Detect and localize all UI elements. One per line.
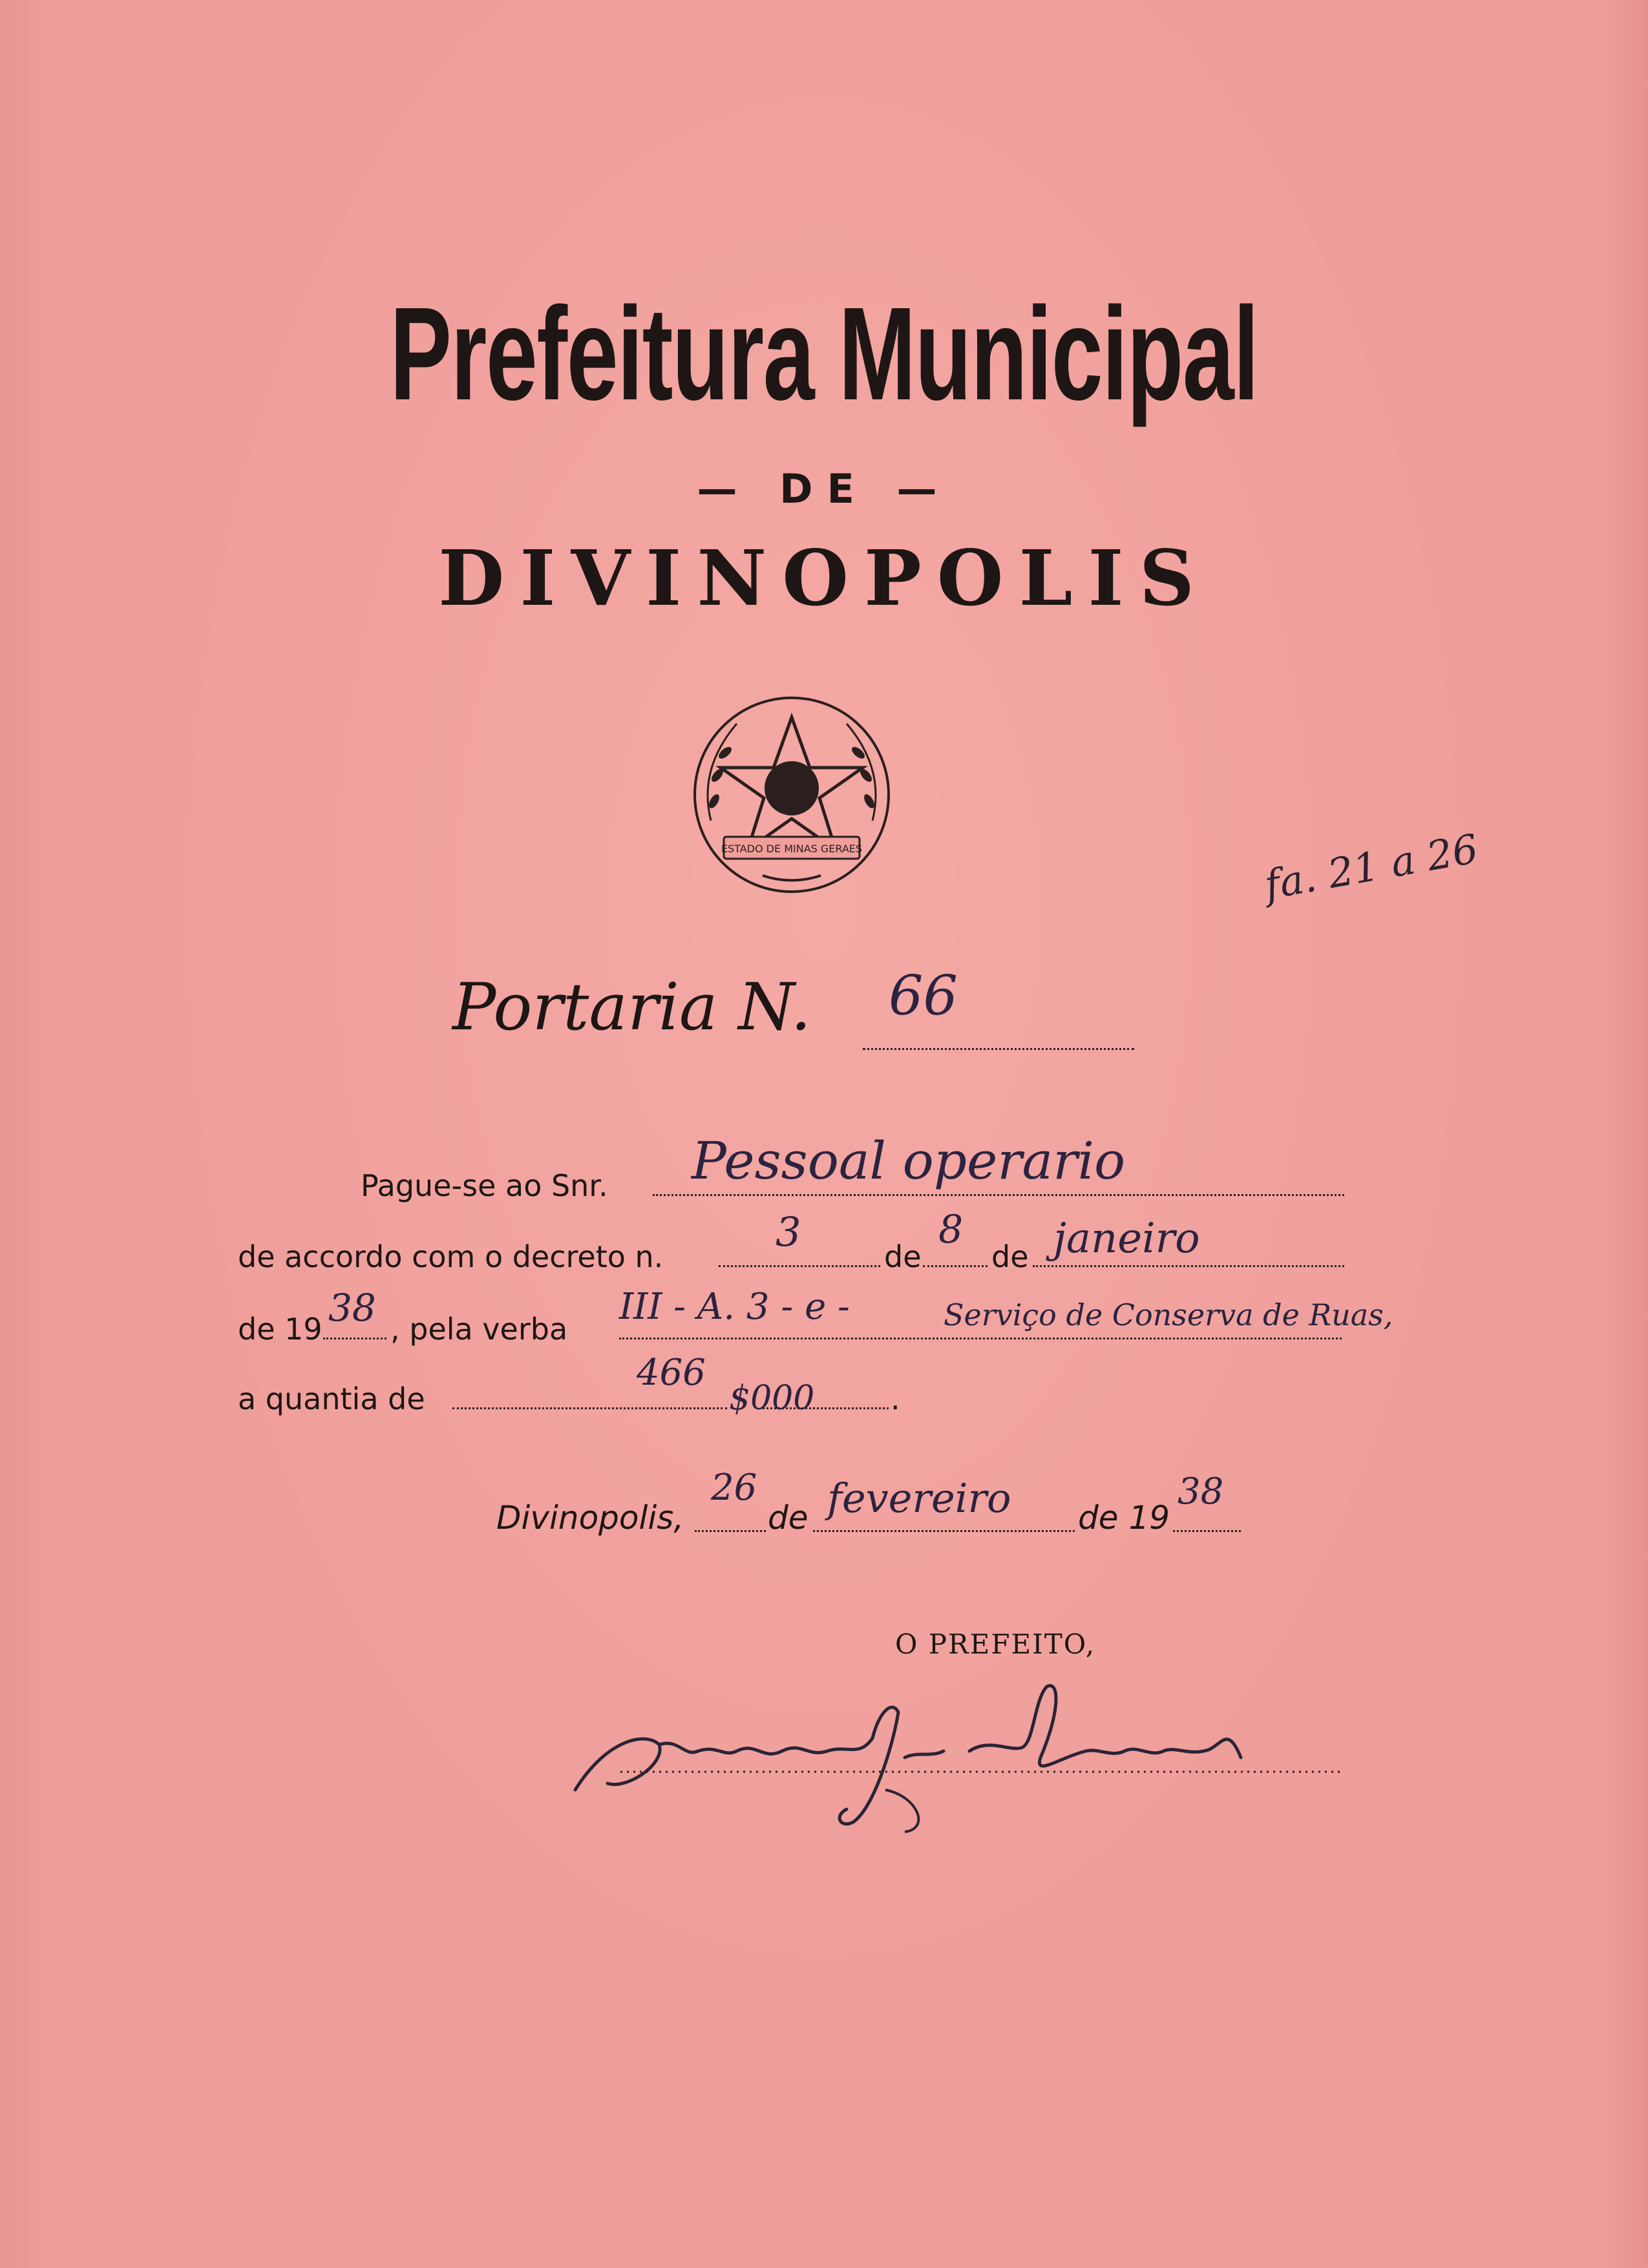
decree-de-2: de — [991, 1239, 1029, 1274]
decree-de-1: de — [884, 1239, 922, 1274]
verba-label: , pela verba — [390, 1312, 568, 1347]
closing-de-2: de 19 — [1078, 1499, 1170, 1537]
amount-suffix-line — [763, 1407, 889, 1409]
verba-value: III - A. 3 - e - — [619, 1286, 850, 1328]
seal-motto: ESTADO DE MINAS GERAES — [721, 843, 863, 855]
decree-number: 3 — [776, 1208, 801, 1255]
decree-month: janeiro — [1053, 1215, 1200, 1263]
amount-suffix: $000 — [729, 1379, 815, 1418]
year-line — [323, 1338, 386, 1339]
closing-de-1: de — [768, 1499, 808, 1537]
year-label: de 19 — [238, 1312, 322, 1347]
margin-note: fa. 21 a 26 — [1261, 824, 1482, 909]
signer-title: O PREFEITO, — [895, 1628, 1096, 1660]
closing-day-line — [695, 1530, 766, 1532]
portaria-label: Portaria N. — [452, 969, 812, 1045]
amount-value: 466 — [637, 1352, 706, 1394]
decree-day: 8 — [938, 1207, 964, 1252]
amount-currency-dollar — [729, 1379, 814, 1418]
payee-label: Pague-se ao Snr. — [361, 1168, 608, 1203]
decree-month-line — [1033, 1265, 1344, 1267]
closing-month-line — [813, 1530, 1075, 1532]
payee-value: Pessoal operario — [692, 1131, 1126, 1191]
decree-number-line — [719, 1265, 880, 1267]
year-value: 38 — [328, 1286, 376, 1330]
portaria-number: 66 — [889, 964, 958, 1027]
closing-year-line — [1173, 1530, 1241, 1532]
letterhead-connector: — DE — — [697, 465, 951, 512]
amount-end: . — [891, 1381, 900, 1416]
verba-description: Serviço de Conserva de Ruas, — [944, 1297, 1393, 1332]
amount-label: a quantia de — [238, 1381, 425, 1416]
closing-year: 38 — [1178, 1471, 1224, 1513]
closing-day: 26 — [711, 1467, 757, 1509]
letterhead-title: Prefeitura Municipal — [390, 280, 1258, 428]
closing-month: fevereiro — [827, 1475, 1011, 1522]
amount-line — [452, 1407, 727, 1409]
letterhead-city: DIVINOPOLIS — [438, 533, 1210, 623]
closing-place: Divinopolis, — [496, 1499, 684, 1537]
payee-line — [653, 1194, 1344, 1196]
decree-day-line — [923, 1265, 988, 1267]
portaria-number-line — [863, 964, 1134, 1050]
state-seal-emblem — [685, 691, 898, 898]
verba-line — [619, 1338, 1342, 1339]
bleed-through-text — [26, 6, 67, 105]
mayor-signature — [569, 1661, 1344, 1842]
decree-label: de accordo com o decreto n. — [238, 1239, 664, 1274]
